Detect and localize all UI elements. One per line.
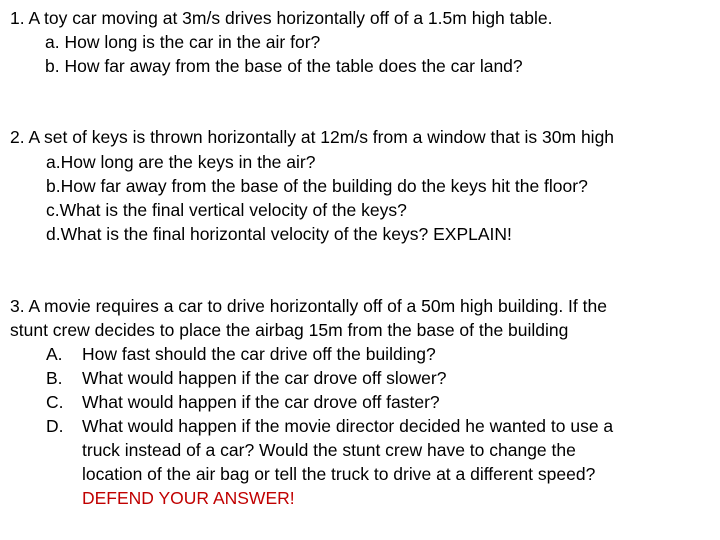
problem-3-part-d-letter: D.	[46, 416, 64, 436]
problem-3-part-d-line-1: What would happen if the movie director decided he wanted to use a	[82, 416, 614, 436]
problem-2-part-b: b.How far away from the base of the building do the keys hit the floor?	[46, 176, 588, 196]
problem-3-part-a-letter: A.	[46, 344, 63, 364]
problem-3-part-c-letter: C.	[46, 392, 64, 412]
problem-3-part-d-line-2: truck instead of a car? Would the stunt crew have to change the	[82, 440, 576, 460]
problem-3-part-d-line-3: location of the air bag or tell the truck to drive at a different speed?	[82, 464, 596, 484]
problem-3-part-b-letter: B.	[46, 368, 63, 388]
problem-2-part-c: c.What is the final vertical velocity of the keys?	[46, 200, 407, 220]
problem-3-stem-line-1: 3. A movie requires a car to drive horizontally off of a 50m high building. If the	[10, 296, 607, 316]
problem-1-stem: 1. A toy car moving at 3m/s drives horizontally off of a 1.5m high table.	[10, 8, 553, 28]
problem-3-stem-line-2: stunt crew decides to place the airbag 15m from the base of the building	[10, 320, 569, 340]
problem-2-part-a: a.How long are the keys in the air?	[46, 152, 316, 172]
problem-3-part-a-text: How fast should the car drive off the building?	[82, 344, 436, 364]
problem-2-stem: 2. A set of keys is thrown horizontally at 12m/s from a window that is 30m high	[10, 127, 615, 147]
problem-1-part-a: a. How long is the car in the air for?	[45, 32, 321, 52]
problem-3-part-c-text: What would happen if the car drove off faster?	[82, 392, 440, 412]
problem-3-part-b-text: What would happen if the car drove off slower?	[82, 368, 447, 388]
problem-2-part-d: d.What is the final horizontal velocity of the keys? EXPLAIN!	[46, 224, 512, 244]
defend-your-answer-emphasis: DEFEND YOUR ANSWER!	[82, 488, 295, 508]
problem-1-part-b: b. How far away from the base of the table does the car land?	[45, 56, 523, 76]
